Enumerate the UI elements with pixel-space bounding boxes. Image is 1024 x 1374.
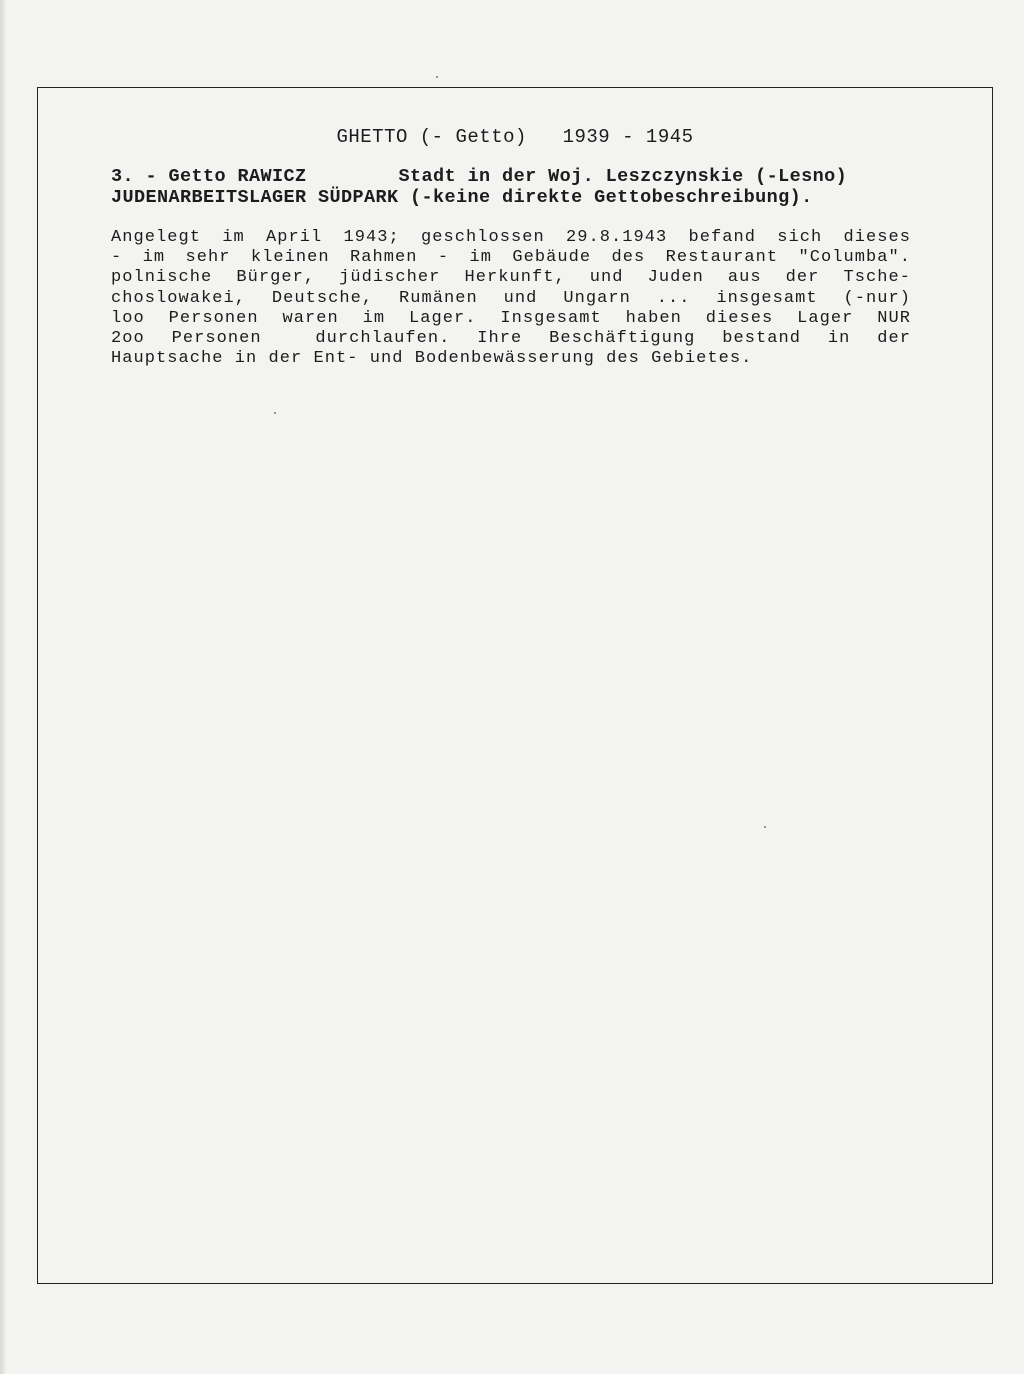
document-frame [37,87,993,1284]
heading-line-1: 3. - Getto RAWICZ Stadt in der Woj. Leszczynskie (-Lesno) [111,166,848,187]
body-line: polnische Bürger, jüdischer Herkunft, und Juden aus der Tsche- [111,268,911,288]
heading-line-2: JUDENARBEITSLAGER SÜDPARK (-keine direkte Gettobeschreibung). [111,187,813,208]
paper-speck [764,826,766,828]
paper-speck [274,412,276,414]
body-line: - im sehr kleinen Rahmen - im Gebäude des Restaurant "Columba". [111,248,911,268]
body-line: loo Personen waren im Lager. Insgesamt haben dieses Lager NUR [111,308,911,328]
document-title: GHETTO (- Getto) 1939 - 1945 [336,126,694,148]
body-line: choslowakei, Deutsche, Rumänen und Ungarn ... insgesamt (-nur) [111,288,911,308]
body-line: Hauptsache in der Ent- und Bodenbewässerung des Gebietes. [111,349,753,369]
body-paragraph [111,228,911,369]
paper-speck [436,76,438,78]
body-line: Angelegt im April 1943; geschlossen 29.8.1943 befand sich dieses [111,228,911,247]
page-edge [0,0,6,1374]
body-line: 2oo Personen durchlaufen. Ihre Beschäftigung bestand in der [111,329,911,349]
